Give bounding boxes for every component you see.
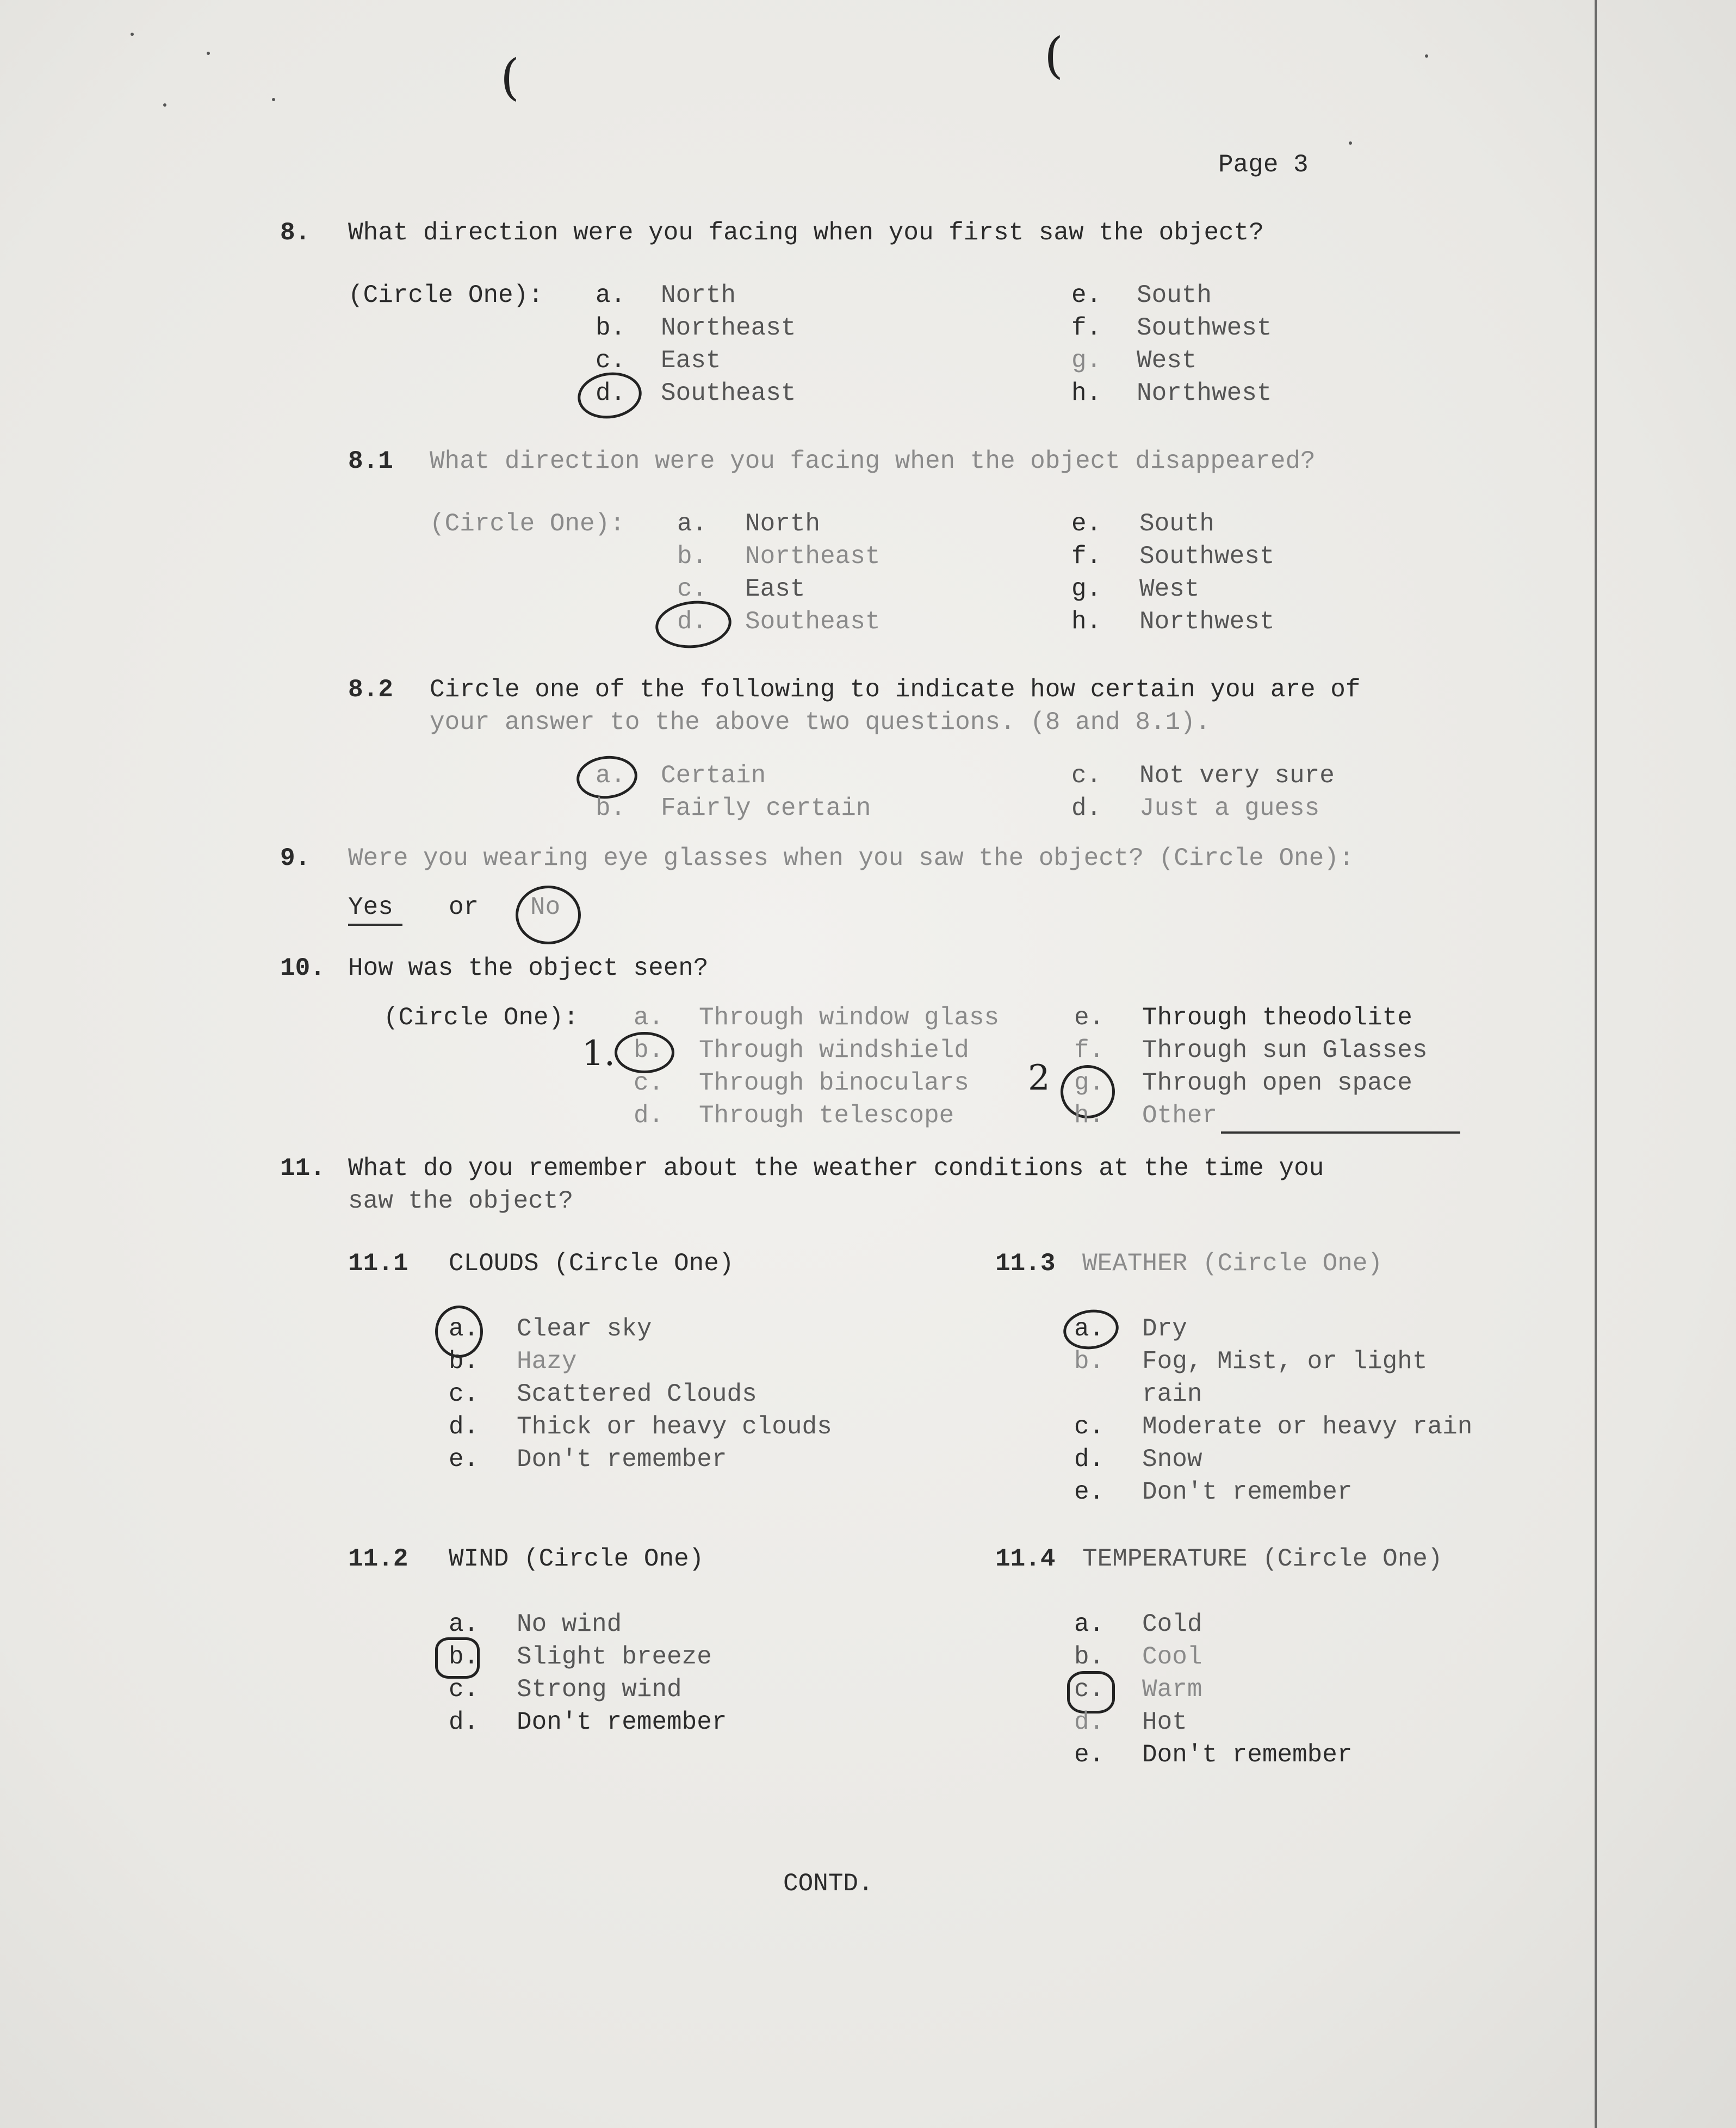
q112-number: 11.2 [348,1545,408,1573]
q10-opt-label: Through windshield [699,1036,969,1065]
q82-opt-label: Not very sure [1139,762,1335,790]
q10-number: 10. [280,954,325,982]
q82-opt-letter: d. [1071,794,1102,822]
q9-or: or [449,893,479,921]
q113-opt-letter: d. [1074,1445,1105,1474]
q8-opt-label: West [1137,347,1197,375]
q82-opt-letter: a. [596,762,626,790]
q82-line1: Circle one of the following to indicate how certain you are of [430,676,1361,704]
q10-handwritten-2: 2 [1028,1058,1050,1098]
q113-opt-label: Dry [1142,1315,1187,1343]
q114-opt-label: Don't remember [1142,1741,1353,1769]
q81-opt-letter: g. [1071,575,1102,603]
q111-title: CLOUDS (Circle One) [449,1249,734,1278]
answer-circle-mark [615,1032,674,1073]
answer-circle-mark [516,886,581,944]
q111-opt-label: Don't remember [517,1445,727,1474]
q8-opt-label: East [661,347,721,375]
q111-opt-label: Thick or heavy clouds [517,1413,832,1441]
q81-opt-letter: f. [1071,542,1102,571]
q10-opt-label: Other [1142,1102,1218,1130]
q113-opt-letter: b. [1074,1347,1105,1376]
q11-number: 11. [280,1154,325,1183]
answer-circle-mark [1061,1306,1121,1352]
page-edge-line [1595,0,1597,2128]
q8-opt-letter: f. [1071,314,1102,342]
q114-number: 11.4 [995,1545,1056,1573]
q10-handwritten-1: 1. [582,1034,616,1074]
page-number: Page 3 [1218,151,1309,179]
q113-opt-label: Don't remember [1142,1478,1353,1506]
q82-line2: your answer to the above two questions. (8 and 8.1). [430,708,1211,737]
q8-number: 8. [280,219,311,247]
q111-opt-label: Hazy [517,1347,577,1376]
q112-title: WIND (Circle One) [449,1545,704,1573]
q10-opt-letter: e. [1074,1004,1105,1032]
q114-opt-letter: d. [1074,1708,1105,1736]
q81-number: 8.1 [348,447,393,475]
q10-opt-label: Through theodolite [1142,1004,1412,1032]
q10-opt-label: Through sun Glasses [1142,1036,1428,1065]
q112-opt-letter: c. [449,1675,479,1704]
q81-text: What direction were you facing when the object disappeared? [430,447,1316,475]
q10-opt-letter: g. [1074,1069,1105,1097]
q10-opt-letter: h. [1074,1102,1105,1130]
q114-opt-label: Hot [1142,1708,1187,1736]
q8-opt-label: North [661,281,736,310]
q113-opt-letter: a. [1074,1315,1105,1343]
q112-opt-label: Don't remember [517,1708,727,1736]
q112-opt-letter: a. [449,1610,479,1638]
q111-opt-label: Scattered Clouds [517,1380,757,1408]
q82-opt-letter: c. [1071,762,1102,790]
q81-opt-letter: h. [1071,608,1102,636]
q10-opt-letter: c. [634,1069,664,1097]
q8-opt-letter: d. [596,379,626,407]
q10-other-blank [1221,1131,1460,1134]
q81-opt-label: Southwest [1139,542,1275,571]
q113-number: 11.3 [995,1249,1056,1278]
scan-speck [163,103,166,107]
q113-title: WEATHER (Circle One) [1082,1249,1383,1278]
q81-opt-letter: b. [677,542,708,571]
q10-opt-label: Through binoculars [699,1069,969,1097]
q81-opt-letter: a. [677,510,708,538]
q81-opt-label: Northwest [1139,608,1275,636]
q82-opt-letter: b. [596,794,626,822]
q112-opt-label: Slight breeze [517,1643,712,1671]
q111-opt-letter: a. [449,1315,479,1343]
q111-opt-letter: e. [449,1445,479,1474]
q11-line2: saw the object? [348,1187,574,1215]
q81-opt-label: North [745,510,821,538]
q82-number: 8.2 [348,676,393,704]
scan-bracket-mark: ( [1044,27,1064,84]
answer-circle-mark [653,597,734,652]
scan-speck [131,33,134,36]
q113-opt-letter: e. [1074,1478,1105,1506]
q114-opt-letter: e. [1074,1741,1105,1769]
q10-text: How was the object seen? [348,954,709,982]
q81-opt-letter: e. [1071,510,1102,538]
scan-speck [1349,141,1352,145]
q10-opt-letter: b. [634,1036,664,1065]
q11-line1: What do you remember about the weather conditions at the time you [348,1154,1324,1183]
q8-text: What direction were you facing when you first saw the object? [348,219,1264,247]
answer-circle-mark [435,1637,480,1679]
q81-opt-label: East [745,575,805,603]
q113-opt-label: rain [1142,1380,1202,1408]
q10-opt-letter: d. [634,1102,664,1130]
q111-opt-label: Clear sky [517,1315,652,1343]
q114-title: TEMPERATURE (Circle One) [1082,1545,1443,1573]
q8-opt-letter: h. [1071,379,1102,407]
q10-opt-label: Through telescope [699,1102,954,1130]
q111-number: 11.1 [348,1249,408,1278]
answer-circle-mark [575,368,645,423]
q114-opt-letter: a. [1074,1610,1105,1638]
q81-opt-letter: c. [677,575,708,603]
q10-instruction: (Circle One): [383,1004,579,1032]
q82-opt-label: Certain [661,762,766,790]
q113-opt-label: Fog, Mist, or light [1142,1347,1428,1376]
q8-opt-label: Northeast [661,314,796,342]
scan-speck [1425,54,1428,58]
q8-instruction: (Circle One): [348,281,543,310]
q114-opt-label: Warm [1142,1675,1202,1704]
q10-opt-label: Through window glass [699,1004,1000,1032]
q10-opt-letter: f. [1074,1036,1105,1065]
q114-opt-letter: b. [1074,1643,1105,1671]
q81-opt-label: Southeast [745,608,881,636]
q10-opt-letter: a. [634,1004,664,1032]
q112-opt-label: Strong wind [517,1675,682,1704]
q8-opt-label: Southeast [661,379,796,407]
q81-opt-letter: d. [677,608,708,636]
q112-opt-label: No wind [517,1610,622,1638]
q8-opt-letter: a. [596,281,626,310]
q8-opt-label: Southwest [1137,314,1272,342]
q111-opt-letter: d. [449,1413,479,1441]
scan-speck [207,52,210,55]
q113-opt-letter: c. [1074,1413,1105,1441]
scan-bracket-mark: ( [500,49,520,106]
q111-opt-letter: c. [449,1380,479,1408]
q10-opt-label: Through open space [1142,1069,1412,1097]
q111-opt-letter: b. [449,1347,479,1376]
q9-number: 9. [280,844,311,873]
q8-opt-letter: c. [596,347,626,375]
q9-text: Were you wearing eye glasses when you saw the object? (Circle One): [348,844,1354,873]
q8-opt-label: South [1137,281,1212,310]
continued-footer: CONTD. [783,1870,873,1898]
q114-opt-label: Cold [1142,1610,1202,1638]
q114-opt-label: Cool [1142,1643,1202,1671]
q9-no: No [530,893,561,921]
q112-opt-letter: d. [449,1708,479,1736]
q9-yes: Yes [348,893,393,921]
q8-opt-letter: g. [1071,347,1102,375]
q82-opt-label: Fairly certain [661,794,871,822]
q8-opt-letter: b. [596,314,626,342]
q113-opt-label: Snow [1142,1445,1202,1474]
q112-opt-letter: b. [449,1643,479,1671]
q113-opt-label: Moderate or heavy rain [1142,1413,1473,1441]
q8-opt-letter: e. [1071,281,1102,310]
q81-opt-label: West [1139,575,1200,603]
q81-instruction: (Circle One): [430,510,625,538]
q81-opt-label: South [1139,510,1215,538]
q8-opt-label: Northwest [1137,379,1272,407]
q81-opt-label: Northeast [745,542,881,571]
q114-opt-letter: c. [1074,1675,1105,1704]
q82-opt-label: Just a guess [1139,794,1320,822]
q9-yes-underline [348,924,402,926]
scan-speck [272,98,275,101]
